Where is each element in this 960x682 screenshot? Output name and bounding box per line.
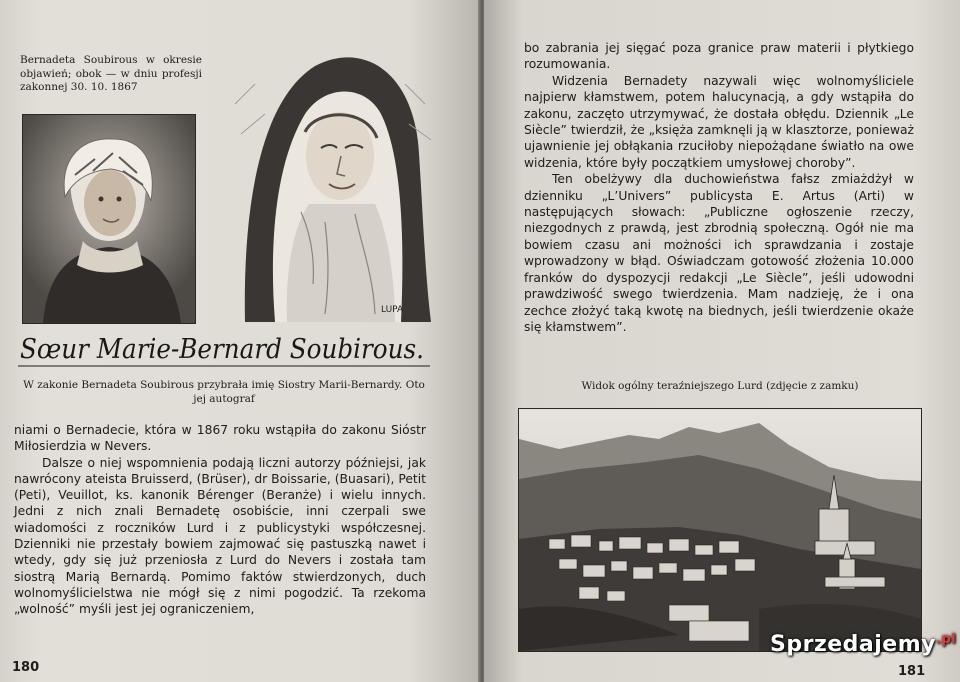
- caption-top: Bernadeta Soubirous w okresie objawień; obok — w dniu profesji zakonnej 30. 10. 1867: [20, 54, 202, 93]
- autograph-text: Sœur Marie-Bernard Soubirous.: [20, 334, 424, 365]
- watermark-text: Sprzedajemy: [770, 632, 936, 657]
- lourdes-photo: [518, 408, 922, 652]
- watermark-logo: [770, 632, 956, 657]
- right-paragraph-3: Ten obelżywy dla duchowieństwa fałsz zmiażdżył w dzienniku „L’Univers” publicysta E. Artus (Arti) w następujących słowach: „Publiczne ogłoszenie rzeczy, niezgodnych z prawdą, jest zbrodnią społeczną. Ogół nie ma bowiem czasu ani możności ich sprawdzania i zostaje wprowadzony w błąd. Oświadczam gotowość złożenia 10.000 franków do dyspozycji redakcji „Le Siècle”, jeśli udowodni prawdziwość swego twierdzenia. Mam nadzieję, że i ona zechce złożyć taką kwotę na biednych, jeśli twierdzenie okaże się kłamstwem”.: [524, 172, 914, 334]
- right-paragraph-2: Widzenia Bernadety nazywali więc wolnomyśliciele najpierw kłamstwem, potem halucynacją, a gdy wstąpiła do zakonu, zaczęto utrzymywać, że dostała obłędu. Dziennik „Le Siècle” twierdził, że „księża zamknęli ją w klasztorze, ponieważ ujawnienie jej obłąkania rzuciłoby niepożądane światło na owe widzenia, które były początkiem umysłowej choroby”.: [524, 73, 914, 170]
- sketch-signature: LUPA: [381, 305, 404, 315]
- autograph: [14, 326, 434, 370]
- left-body-text: [14, 422, 426, 618]
- left-paragraph-2: Dalsze o niej wspomnienia podają liczni autorzy późniejsi, jak nawrócony ateista Bruisserd, (Brüser), dr Boissarie, (Buasari), Petit (Peti), Veuillot, ks. kanonik Bérenger (Beranże) i wielu innych. Jedni z nich znali Bernadetę osobiście, inni czerpali swe wiadomości z roczników Lurd i z publicystyki współczesnej. Dzienniki nie przestały bowiem zajmować się pastuszką nawet i wtedy, gdy się już przeniosła z Lurd do Nevers i została tam siostrą Marią Bernardą. Pomimo faktów stwierdzonych, duch wolnomyślicielstwa nie mógł się z nimi pogodzić. Ta rzekoma „wolność” myśli jest jej ograniczeniem,: [14, 455, 426, 617]
- caption-autograph: W zakonie Bernadeta Soubirous przybrała imię Siostry Marii-Bernardy. Oto jej autograf: [23, 379, 425, 405]
- photo-caption: Widok ogólny teraźniejszego Lurd (zdjęcie z zamku): [581, 380, 859, 392]
- right-body-text: [524, 40, 914, 335]
- right-page: [484, 0, 960, 682]
- autograph-image: [14, 326, 434, 370]
- sketch-portrait-image: [205, 44, 437, 322]
- right-paragraph-1: bo zabrania jej sięgać poza granice praw materii i płytkiego rozumowania.: [524, 41, 914, 72]
- page-number-left: 180: [12, 660, 40, 675]
- lourdes-landscape-image: [519, 409, 921, 651]
- bernadette-photo-image: [23, 115, 195, 323]
- watermark-suffix: .pl: [936, 632, 957, 647]
- page-number-right: 181: [898, 664, 926, 679]
- sketch-portrait: [205, 44, 437, 322]
- bernadette-photo: [22, 114, 196, 324]
- left-paragraph-1: niami o Bernadecie, która w 1867 roku wstąpiła do zakonu Sióstr Miłosierdzia w Nevers.: [14, 423, 426, 454]
